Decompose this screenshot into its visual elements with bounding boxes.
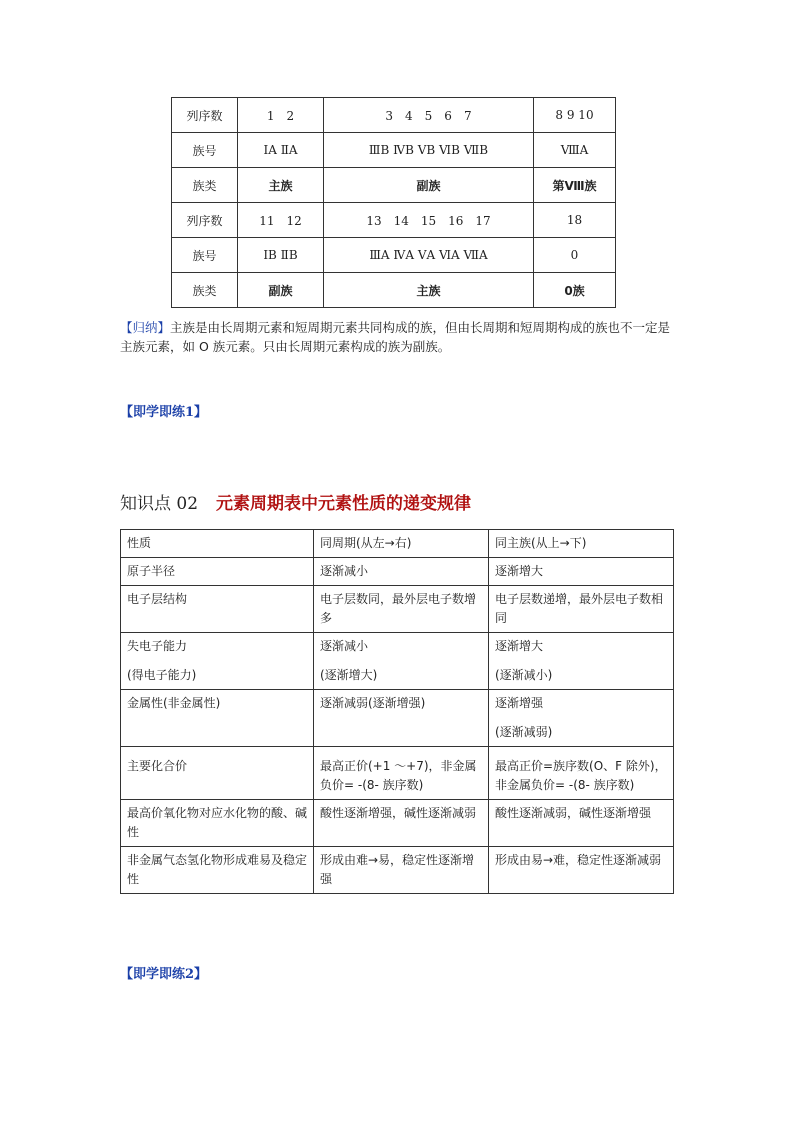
summary-text: 主族是由长周期元素和短周期元素共同构成的族，但由长周期和短周期构成的族也不一定是主族元素，如 O 族元素。只由长周期元素构成的族为副族。 [120,320,671,354]
row-label: 列序数 [172,203,238,238]
period-text-secondary: (逐渐增大) [320,668,378,682]
property-cell: 非金属气态氢化物形成难易及稳定性 [121,847,314,894]
table-row [172,238,616,273]
property-text-secondary: (得电子能力) [127,668,197,682]
property-cell: 电子层结构 [121,586,314,633]
period-cell: 形成由难→易，稳定性逐渐增强 [314,847,489,894]
table-cell: 1 2 [238,98,324,133]
table-cell: 主族 [324,273,534,308]
column-header: 同主族(从上→下) [489,530,674,558]
property-cell: 金属性(非金属性) [121,690,314,747]
table-cell: 第Ⅷ族 [534,168,616,203]
property-cell [121,633,314,690]
table-row [172,273,616,308]
row-label: 族类 [172,273,238,308]
table-cell: 8 9 10 [534,98,616,133]
table-row [121,633,674,690]
table-row [121,690,674,747]
table-cell: 0族 [534,273,616,308]
table-cell: 0 [534,238,616,273]
column-header: 同周期(从左→右) [314,530,489,558]
group-text-secondary: (逐渐减弱) [495,725,553,739]
period-cell: 逐渐减小 [314,558,489,586]
table-row [121,800,674,847]
group-cell: 最高正价=族序数(O、F 除外)，非金属负价= -(8- 族序数) [489,747,674,800]
group-cell: 酸性逐渐减弱，碱性逐渐增强 [489,800,674,847]
period-cell: 电子层数同，最外层电子数增多 [314,586,489,633]
group-text-secondary: (逐渐减小) [495,668,553,682]
table-row [121,586,674,633]
summary-tag: 【归纳】 [120,320,171,335]
table-row [172,98,616,133]
group-text: 逐渐增大 [495,639,544,653]
property-cell: 主要化合价 [121,747,314,800]
table-row [121,847,674,894]
period-cell: 最高正价(+1 ～+7)，非金属负价= -(8- 族序数) [314,747,489,800]
table-cell: 副族 [238,273,324,308]
table-cell: ⅠB ⅡB [238,238,324,273]
periodic-columns-table [171,97,616,308]
table-cell: ⅧA [534,133,616,168]
row-label: 族号 [172,133,238,168]
table-row [172,168,616,203]
period-cell: 酸性逐渐增强，碱性逐渐减弱 [314,800,489,847]
table-cell: 11 12 [238,203,324,238]
table-cell: 13 14 15 16 17 [324,203,534,238]
property-cell: 最高价氧化物对应水化物的酸、碱性 [121,800,314,847]
period-cell [314,633,489,690]
table-row [121,747,674,800]
table-cell: 3 4 5 6 7 [324,98,534,133]
table-row [172,203,616,238]
group-text: 逐渐增强 [495,696,544,710]
row-label: 族号 [172,238,238,273]
practice-heading-2: 【即学即练2】 [120,967,208,982]
group-cell: 形成由易→难，稳定性逐渐减弱 [489,847,674,894]
property-cell: 原子半径 [121,558,314,586]
period-text: 逐渐减小 [320,639,369,653]
property-text: 失电子能力 [127,639,188,653]
section-heading [120,492,471,516]
table-cell: ⅢB ⅣB ⅤB ⅥB ⅦB [324,133,534,168]
table-cell: 18 [534,203,616,238]
summary-paragraph [120,318,680,356]
group-cell: 逐渐增大 [489,558,674,586]
row-label: 列序数 [172,98,238,133]
table-header-row [121,530,674,558]
table-cell: ⅢA ⅣA ⅤA ⅥA ⅦA [324,238,534,273]
table-cell: 主族 [238,168,324,203]
group-cell [489,690,674,747]
practice-heading-1: 【即学即练1】 [120,405,208,420]
group-cell: 电子层数递增，最外层电子数相同 [489,586,674,633]
section-number: 知识点 02 [120,494,199,514]
group-cell [489,633,674,690]
column-header: 性质 [121,530,314,558]
table-row [172,133,616,168]
table-cell: ⅠA ⅡA [238,133,324,168]
row-label: 族类 [172,168,238,203]
trends-table [120,529,674,894]
table-row [121,558,674,586]
table-cell: 副族 [324,168,534,203]
period-cell: 逐渐减弱(逐渐增强) [314,690,489,747]
section-title: 元素周期表中元素性质的递变规律 [216,494,472,514]
